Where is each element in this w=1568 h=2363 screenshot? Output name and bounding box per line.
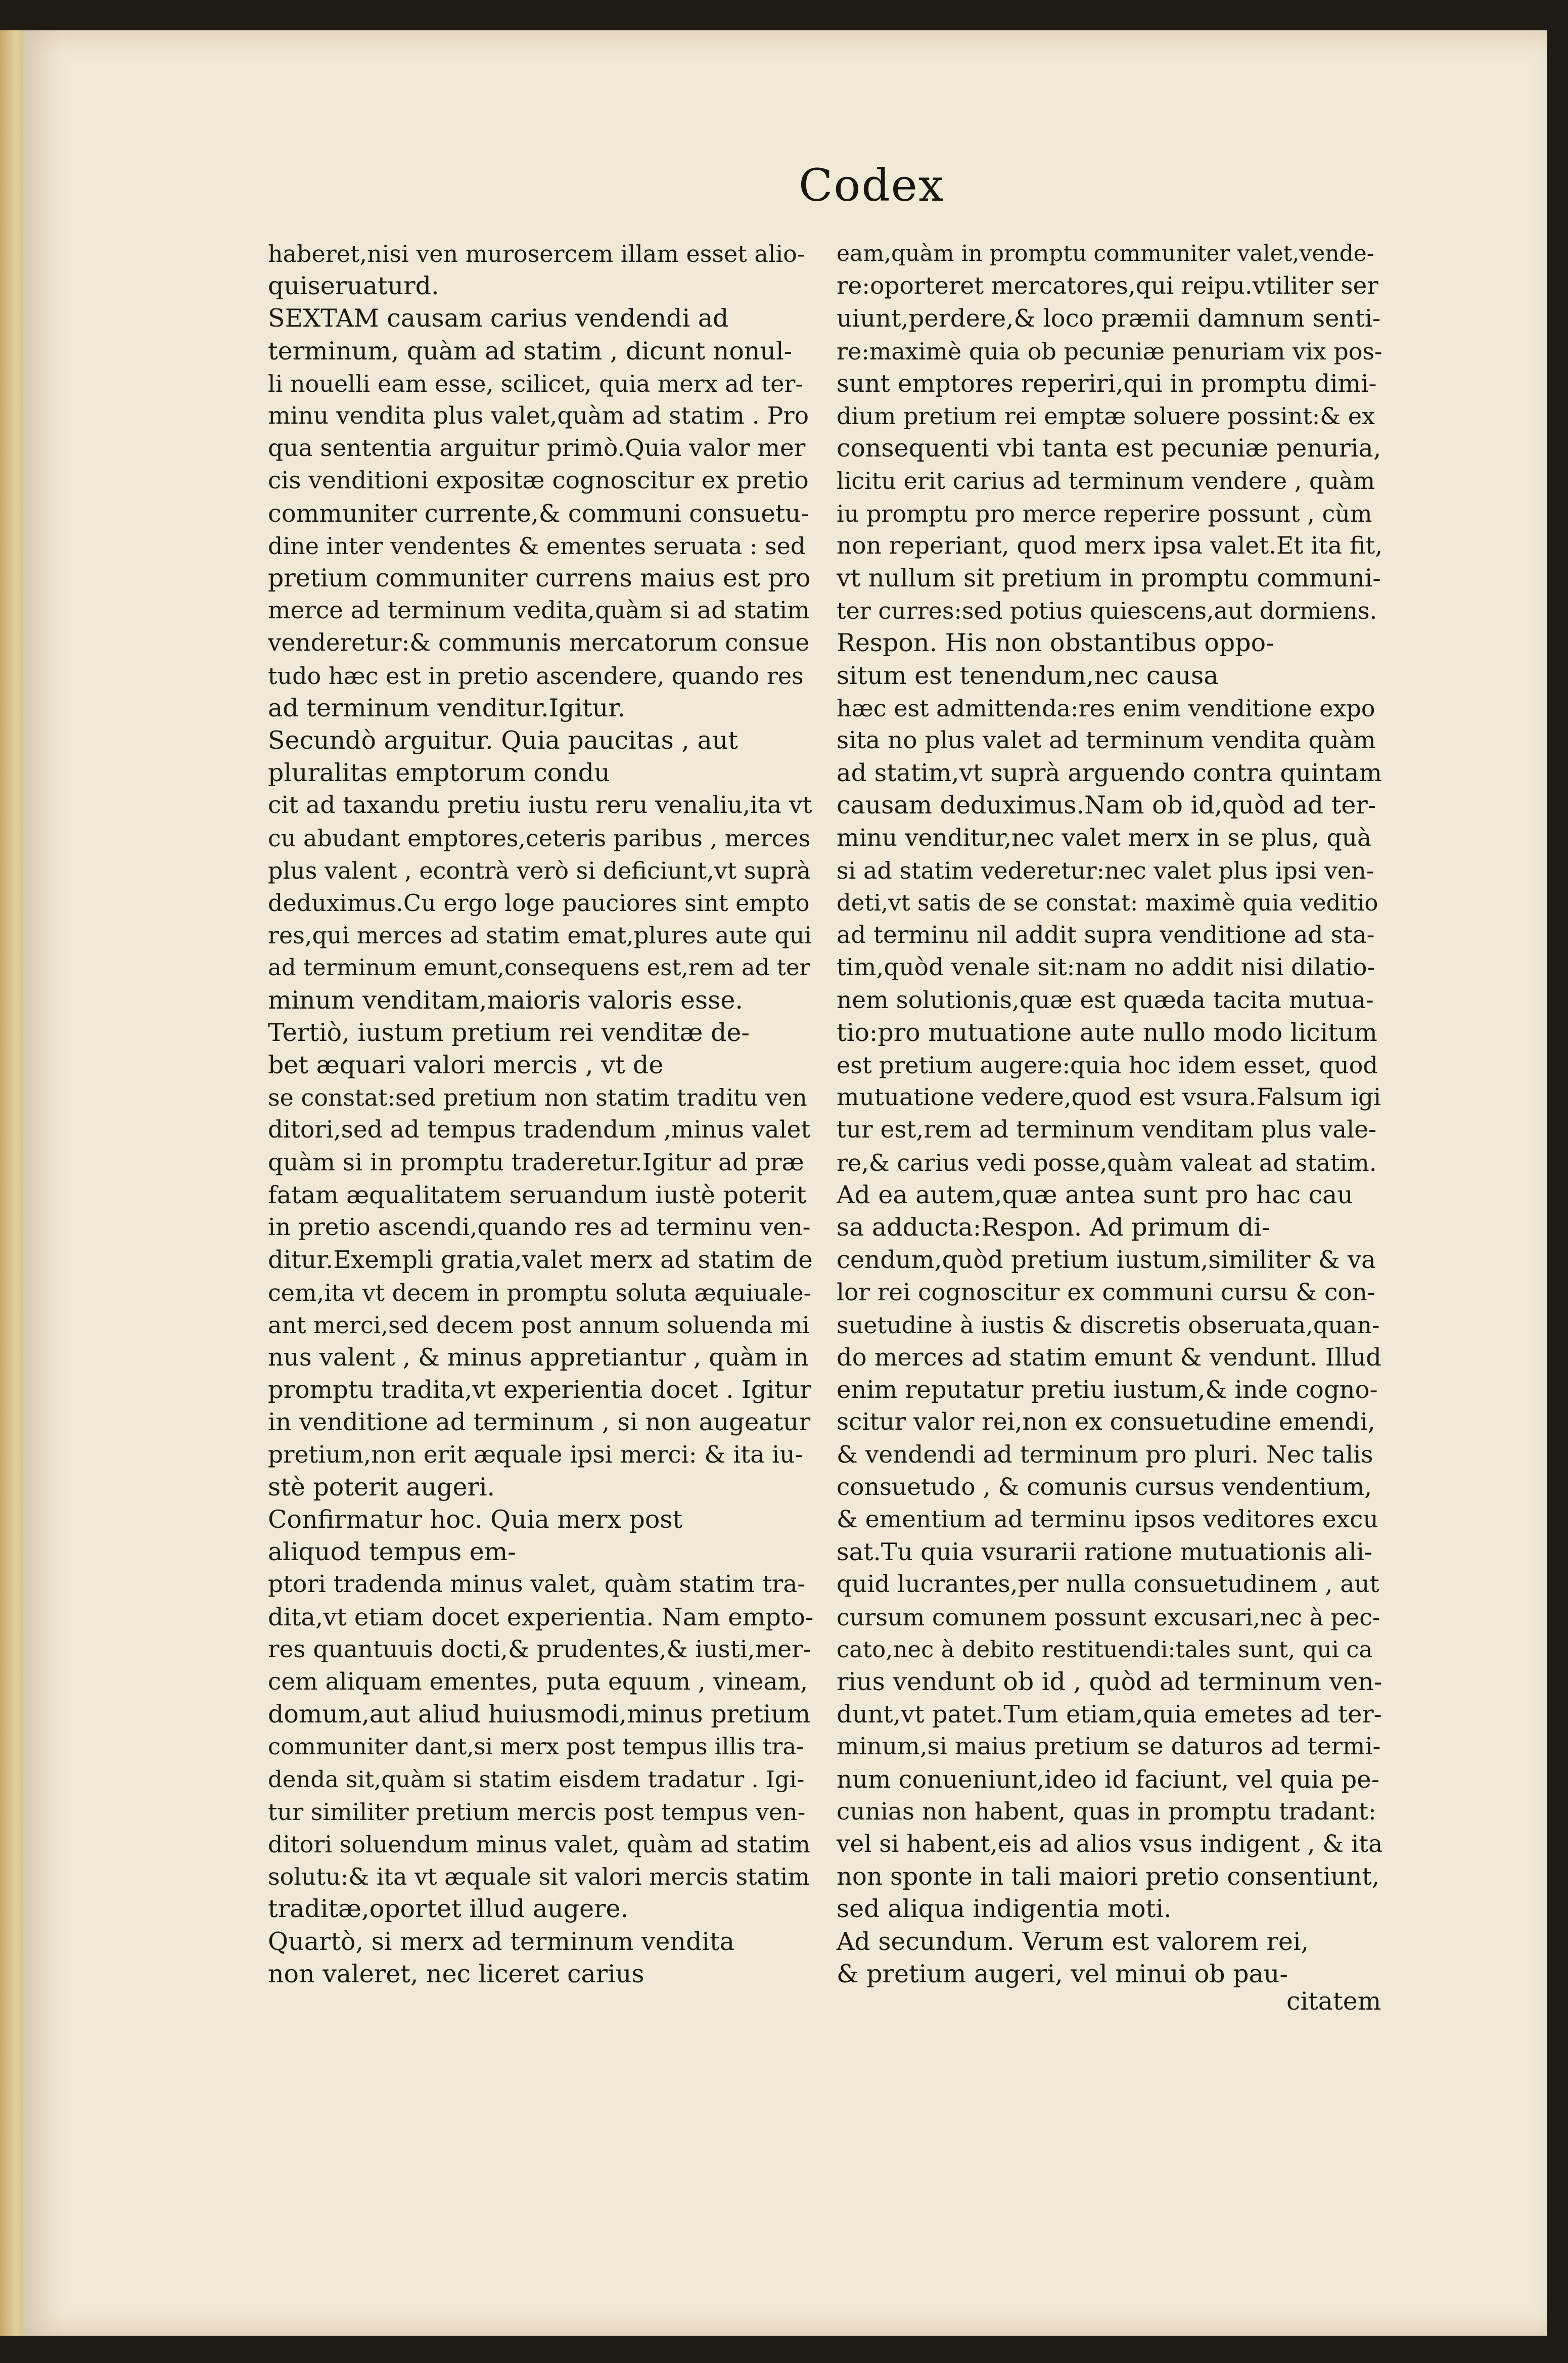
text-line: ad terminu nil addit supra venditione ad sta- <box>837 921 1375 949</box>
text-line: do merces ad statim emunt & vendunt. Illud <box>837 1343 1381 1372</box>
text-line: consuetudo , & comunis cursus vendentium, <box>837 1473 1372 1501</box>
text-line: consequenti vbi tanta est pecuniæ penuria, <box>837 434 1381 463</box>
text-line: pretium,non erit æquale ipsi merci: & ita iu- <box>268 1440 803 1469</box>
text-line: in pretio ascendi,quando res ad terminu ven- <box>268 1213 811 1242</box>
left-column <box>268 238 814 1990</box>
text-line: sa adducta:Respon. Ad primum di- <box>837 1213 1270 1242</box>
text-line: tudo hæc est in pretio ascendere, quando res <box>268 662 804 690</box>
text-line: cit ad taxandu pretiu iustu reru venaliu,ita vt <box>268 791 812 820</box>
text-line: cunias non habent, quas in promptu tradant: <box>837 1797 1376 1826</box>
text-line: causam deduximus.Nam ob id,quòd ad ter- <box>837 791 1376 820</box>
text-line: Quartò, si merx ad terminum vendita <box>268 1927 734 1956</box>
text-line: ad terminum venditur.Igitur. <box>268 693 625 722</box>
text-line: tur est,rem ad terminum venditam plus vale- <box>837 1116 1376 1144</box>
text-line: domum,aut aliud huiusmodi,minus pretium <box>268 1700 811 1729</box>
text-line: solutu:& ita vt æquale sit valori mercis statim <box>268 1863 810 1891</box>
text-line: cu abudant emptores,ceteris paribus , merces <box>268 824 811 852</box>
text-line: stè poterit augeri. <box>268 1472 495 1502</box>
text-line: scitur valor rei,non ex consuetudine emendi, <box>837 1408 1375 1436</box>
right-column <box>837 238 1382 1990</box>
text-line: ptori tradenda minus valet, quàm statim tra- <box>268 1570 806 1599</box>
text-line: deti,vt satis de se constat: maximè quia veditio <box>837 889 1378 917</box>
text-line: uiunt,perdere,& loco præmii damnum senti- <box>837 304 1381 333</box>
text-line: res quantuuis docti,& prudentes,& iusti,mer- <box>268 1635 811 1663</box>
text-line: traditæ,oportet illud augere. <box>268 1894 629 1924</box>
text-line: sed aliqua indigentia moti. <box>837 1894 1172 1924</box>
text-line: haberet,nisi ven murosercem illam esset alio- <box>268 240 805 267</box>
text-line: si ad statim vederetur:nec valet plus ipsi ven- <box>837 856 1374 884</box>
text-line: hæc est admittenda:res enim venditione expo <box>837 694 1375 722</box>
text-line: ditori,sed ad tempus tradendum ,minus valet <box>268 1116 811 1144</box>
text-line: promptu tradita,vt experientia docet . Igitur <box>268 1376 811 1404</box>
text-line: iu promptu pro merce reperire possunt , cùm <box>837 499 1372 527</box>
text-line: cem aliquam ementes, puta equum , vineam, <box>268 1667 808 1696</box>
text-line: non valeret, nec liceret carius <box>268 1959 644 1988</box>
text-line: deduximus.Cu ergo loge pauciores sint empto <box>268 889 810 917</box>
text-line: sunt emptores reperiri,qui in promptu dimi- <box>837 369 1377 398</box>
text-line: suetudine à iustis & discretis obseruata,quan- <box>837 1311 1380 1339</box>
text-line: Tertiò, iustum pretium rei venditæ de- <box>268 1018 750 1047</box>
text-line: licitu erit carius ad terminum vendere , quàm <box>837 467 1375 495</box>
text-line: sat.Tu quia vsurarii ratione mutuationis ali- <box>837 1538 1373 1567</box>
text-line: pluralitas emptorum condu <box>268 758 610 788</box>
text-line: ad terminum emunt,consequens est,rem ad ter <box>268 954 811 981</box>
text-line: dunt,vt patet.Tum etiam,quia emetes ad ter- <box>837 1700 1382 1729</box>
text-line: communiter dant,si merx post tempus illis tra- <box>268 1733 804 1760</box>
text-line: tio:pro mutuatione aute nullo modo licitum <box>837 1018 1377 1047</box>
text-line: dium pretium rei emptæ soluere possint:& ex <box>837 402 1375 430</box>
text-line: Confirmatur hoc. Quia merx post <box>268 1505 683 1534</box>
text-line: communiter currente,& communi consuetu- <box>268 499 809 528</box>
text-line: dita,vt etiam docet experientia. Nam empto- <box>268 1603 814 1631</box>
text-line: minum,si maius pretium se daturos ad termi- <box>837 1733 1381 1761</box>
text-line: & ementium ad terminu ipsos veditores excu <box>837 1505 1378 1533</box>
text-line: ditori soluendum minus valet, quàm ad statim <box>268 1830 810 1858</box>
text-line: enim reputatur pretiu iustum,& inde cogno- <box>837 1376 1378 1404</box>
text-line: fatam æqualitatem seruandum iustè poterit <box>268 1180 807 1209</box>
text-line: ad statim,vt suprà arguendo contra quintam <box>837 759 1382 788</box>
text-line: re:oporteret mercatores,qui reipu.vtiliter ser <box>837 272 1378 300</box>
text-line: re,& carius vedi posse,quàm valeat ad statim. <box>837 1149 1377 1176</box>
text-line: ant merci,sed decem post annum soluenda mi <box>268 1311 810 1339</box>
text-line: nus valent , & minus appretiantur , quàm in <box>268 1343 809 1372</box>
text-line: se constat:sed pretium non statim traditu ven <box>268 1084 807 1112</box>
text-line: quiseruaturd. <box>268 271 439 301</box>
text-line: Respon. His non obstantibus oppo- <box>837 628 1274 658</box>
text-line: cis venditioni expositæ cognoscitur ex pretio <box>268 467 809 495</box>
running-head: Codex <box>799 159 945 211</box>
text-line: bet æquari valori mercis , vt de <box>268 1051 664 1080</box>
text-line: venderetur:& communis mercatorum consue <box>268 629 810 657</box>
text-line: vel si habent,eis ad alios vsus indigent , & ita <box>837 1830 1383 1858</box>
text-line: ditur.Exempli gratia,valet merx ad statim de <box>268 1246 813 1275</box>
text-line: Ad ea autem,quæ antea sunt pro hac cau <box>837 1180 1353 1209</box>
text-line: eam,quàm in promptu communiter valet,vende- <box>837 241 1374 266</box>
text-line: aliquod tempus em- <box>268 1537 516 1567</box>
text-line: quàm si in promptu traderetur.Igitur ad præ <box>268 1148 804 1176</box>
text-line: vt nullum sit pretium in promptu communi- <box>837 564 1381 593</box>
text-line: minu vendita plus valet,quàm ad statim . Pro <box>268 402 809 430</box>
text-line: denda sit,quàm si statim eisdem tradatur . Igi- <box>268 1765 805 1793</box>
text-line: & pretium augeri, vel minui ob pau- <box>837 1959 1288 1988</box>
text-line: dine inter vendentes & ementes seruata : sed <box>268 532 806 560</box>
text-line: pretium communiter currens maius est pro <box>268 564 811 593</box>
text-line: qua sententia arguitur primò.Quia valor mer <box>268 434 806 463</box>
text-line: lor rei cognoscitur ex communi cursu & con- <box>837 1278 1375 1306</box>
text-line: tim,quòd venale sit:nam no addit nisi dilatio- <box>837 953 1375 982</box>
text-line: terminum, quàm ad statim , dicunt nonul- <box>268 336 793 366</box>
text-line: non sponte in tali maiori pretio consentiunt, <box>837 1862 1379 1891</box>
text-line: mutuatione vedere,quod est vsura.Falsum igi <box>837 1083 1381 1112</box>
text-line: merce ad terminum vedita,quàm si ad statim <box>268 597 810 625</box>
text-line: quid lucrantes,per nulla consuetudinem , aut <box>837 1570 1379 1599</box>
text-line: plus valent , econtrà verò si deficiunt,vt suprà <box>268 856 811 884</box>
text-line: & vendendi ad terminum pro pluri. Nec talis <box>837 1440 1373 1469</box>
text-line: cem,ita vt decem in promptu soluta æquiuale- <box>268 1279 812 1306</box>
text-line: cursum comunem possunt excusari,nec à pec- <box>837 1603 1380 1631</box>
text-line: nem solutionis,quæ est quæda tacita mutua- <box>837 986 1374 1014</box>
text-line: re:maximè quia ob pecuniæ penuriam vix pos- <box>837 337 1382 365</box>
text-line: cato,nec à debito restituendi:tales sunt, qui ca <box>837 1635 1373 1663</box>
text-line: num conueniunt,ideo id faciunt, vel quia pe- <box>837 1765 1379 1794</box>
text-line: res,qui merces ad statim emat,plures aute qui <box>268 922 812 949</box>
text-line: situm est tenendum,nec causa <box>837 661 1219 690</box>
text-line: Ad secundum. Verum est valorem rei, <box>837 1927 1309 1956</box>
text-line: in venditione ad terminum , si non augeatur <box>268 1408 811 1437</box>
catchword: citatem <box>1286 1987 1381 2016</box>
text-line: SEXTAM causam carius vendendi ad <box>268 304 729 333</box>
text-line: Secundò arguitur. Quia paucitas , aut <box>268 726 738 755</box>
text-line: minu venditur,nec valet merx in se plus, quà <box>837 824 1372 852</box>
text-line: minum venditam,maioris valoris esse. <box>268 985 743 1015</box>
text-line: ter curres:sed potius quiescens,aut dormiens. <box>837 597 1377 625</box>
text-line: est pretium augere:quia hoc idem esset, quod <box>837 1052 1378 1079</box>
text-line: rius vendunt ob id , quòd ad terminum ven- <box>837 1667 1382 1696</box>
text-line: li nouelli eam esse, scilicet, quia merx ad ter- <box>268 370 803 397</box>
text-line: cendum,quòd pretium iustum,similiter & va <box>837 1246 1376 1275</box>
text-line: sita no plus valet ad terminum vendita quàm <box>837 726 1376 755</box>
text-line: tur similiter pretium mercis post tempus ven- <box>268 1798 806 1826</box>
text-line: non reperiant, quod merx ipsa valet.Et ita fit, <box>837 531 1383 560</box>
